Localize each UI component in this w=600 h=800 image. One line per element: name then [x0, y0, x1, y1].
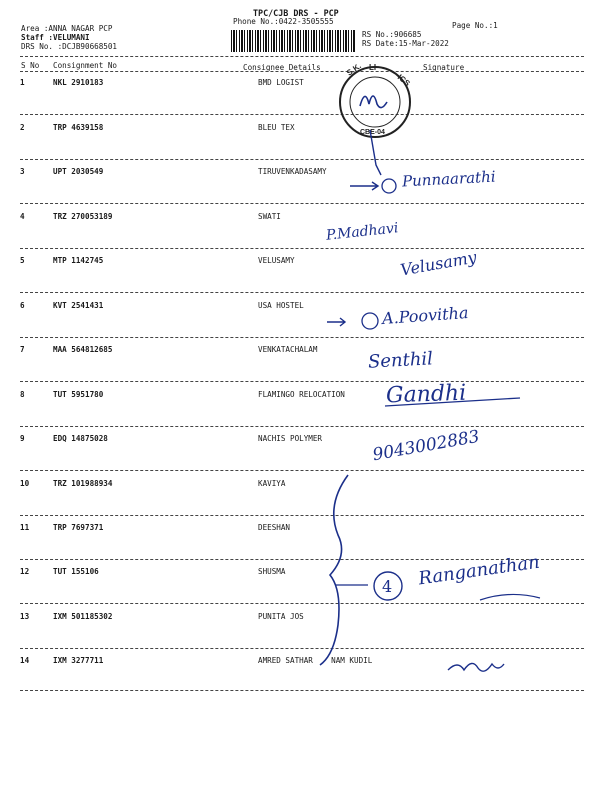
row-sno: 4	[20, 212, 25, 221]
row-consignment: TRP 7697371	[53, 523, 104, 532]
row-consignment: TRZ 101988934	[53, 479, 113, 488]
row-consignee: BLEU TEX	[258, 123, 295, 132]
row-sno: 6	[20, 301, 25, 310]
row-consignee: NACHIS POLYMER	[258, 434, 323, 443]
signature-row4: P.Madhavi	[325, 220, 400, 244]
signature-row3: Punnaarathi	[401, 167, 496, 191]
row-sno: 8	[20, 390, 25, 399]
row-sno: 14	[20, 656, 30, 665]
rs-number: RS No.:906685	[362, 30, 422, 39]
row-sno: 2	[20, 123, 25, 132]
svg-text:S.K.: S.K.	[344, 61, 363, 78]
signature-row12: Ranganathan	[417, 551, 541, 590]
signature-row9: 9043002883	[371, 426, 482, 466]
row-sno: 11	[20, 523, 30, 532]
row-consignee: PUNITA JOS	[258, 612, 304, 621]
drs-number: DRS No. :DCJB90668501	[21, 42, 118, 51]
document-title: TPC/CJB DRS - PCP	[253, 8, 339, 18]
row-sno: 5	[20, 256, 25, 265]
row-consignee: KAVIYA	[258, 479, 286, 488]
row-consignee: AMRED SATHAR NAM KUDIL	[258, 656, 373, 665]
row-sno: 9	[20, 434, 25, 443]
signature-row7: Senthil	[367, 348, 434, 373]
row-consignee: SHUSMA	[258, 567, 286, 576]
row-consignment: IXM 501185302	[53, 612, 113, 621]
row-consignment: TRZ 270053189	[53, 212, 113, 221]
row-sno: 1	[20, 78, 25, 87]
row-consignment: KVT 2541431	[53, 301, 104, 310]
row-consignment: TUT 155106	[53, 567, 99, 576]
area-label: Area :ANNA NAGAR PCP	[21, 24, 113, 33]
col-sno: S No	[21, 61, 40, 70]
row-consignee: VELUSAMY	[258, 256, 295, 265]
signature-row6: A.Poovitha	[381, 303, 470, 328]
row-sno: 12	[20, 567, 30, 576]
svg-text:LI: LI	[369, 63, 377, 72]
row-consignment: TUT 5951780	[53, 390, 104, 399]
page-number: Page No.:1	[452, 21, 498, 30]
svg-text:ICS: ICS	[395, 72, 412, 89]
handwritten-brace	[320, 475, 348, 665]
row-consignee: SWATI	[258, 212, 281, 221]
row-consignment: NKL 2910183	[53, 78, 104, 87]
row-consignee: USA HOSTEL	[258, 301, 304, 310]
row-consignment: EDQ 14875028	[53, 434, 108, 443]
row-consignment: MTP 1142745	[53, 256, 104, 265]
row-consignee: VENKATACHALAM	[258, 345, 318, 354]
row-sno: 7	[20, 345, 25, 354]
signature-row8: Gandhi	[385, 380, 467, 409]
row-consignment: IXM 3277711	[53, 656, 104, 665]
row-consignee: TIRUVENKADASAMY	[258, 167, 327, 176]
row-consignee: BMD LOGIST	[258, 78, 304, 87]
phone-number: Phone No.:0422-3505555	[233, 17, 334, 26]
row-sno: 3	[20, 167, 25, 176]
row-consignment: UPT 2030549	[53, 167, 104, 176]
row-consignee: FLAMINGO RELOCATION	[258, 390, 345, 399]
col-consignee: Consignee Details	[243, 63, 321, 72]
row-consignment: TRP 4639158	[53, 123, 104, 132]
svg-text:CBE-04: CBE-04	[360, 129, 385, 136]
col-signature: Signature	[423, 63, 465, 72]
row-sno: 10	[20, 479, 30, 488]
signature-row5: Velusamy	[398, 247, 479, 280]
staff-label: Staff :VELUMANI	[21, 33, 90, 42]
row-consignee: DEESHAN	[258, 523, 291, 532]
col-consignment: Consignment No	[53, 61, 118, 70]
row-sno: 13	[20, 612, 30, 621]
row-consignment: MAA 564812685	[53, 345, 113, 354]
stamp-initials	[360, 96, 387, 108]
rs-date: RS Date:15-Mar-2022	[362, 39, 449, 48]
svg-text:4: 4	[382, 577, 393, 596]
